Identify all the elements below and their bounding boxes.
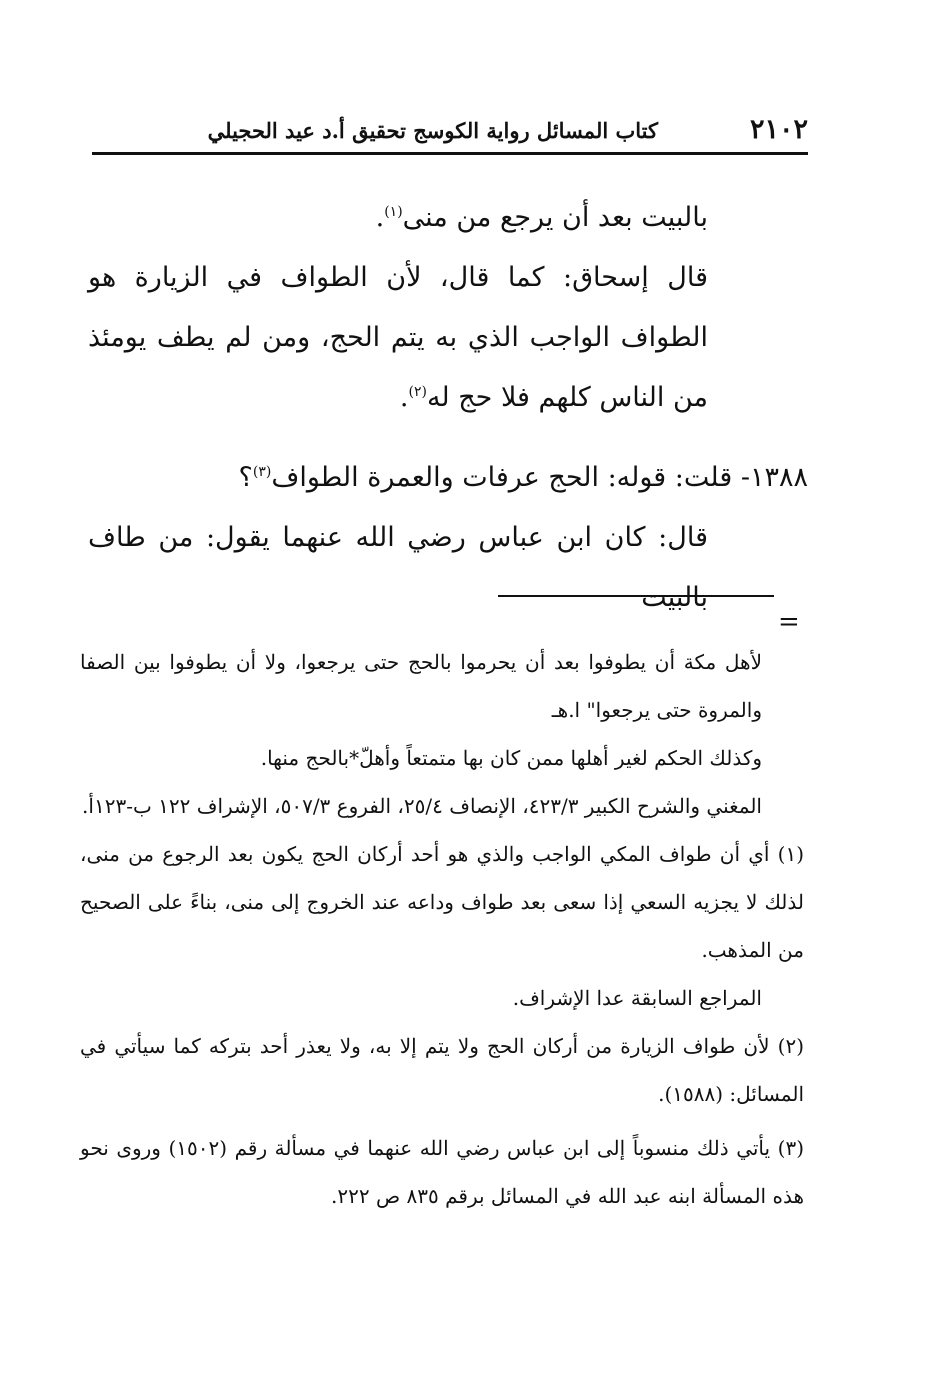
main-text bbox=[88, 188, 808, 628]
footnote-continuation-mark: = bbox=[778, 607, 800, 637]
page-header bbox=[92, 112, 808, 155]
footnote-separator bbox=[498, 595, 774, 597]
footnote-3-number: (٣) bbox=[777, 1136, 804, 1160]
paragraph-2-text: قال إسحاق: كما قال، لأن الطواف في الزيارة هو الطواف الواجب الذي به يتم الحج، ومن لم يطف يومئذ من الناس كلهم فلا حج له bbox=[88, 262, 708, 413]
footnotes bbox=[80, 638, 805, 1220]
footnote-continued-2: وكذلك الحكم لغير أهلها ممن كان بها متمتعاً وأهلّ*بالحج منها. bbox=[260, 746, 762, 770]
footnote-3 bbox=[80, 1124, 804, 1220]
page-number: ٢١٠٢ bbox=[749, 114, 808, 145]
footnote-1-references: المراجع السابقة عدا الإشراف. bbox=[512, 986, 762, 1010]
paragraph-1-text: بالبيت بعد أن يرجع من منى bbox=[402, 202, 708, 233]
footnote-continued-1: لأهل مكة أن يطوفوا بعد أن يحرموا بالحج حتى يرجعوا، ولا أن يطوفوا بين الصفا والمروة حتى يرجعوا" ا.هـ bbox=[80, 650, 762, 722]
footnote-1-number: (١) bbox=[777, 842, 804, 866]
footnote-ref-3: (٣) bbox=[252, 464, 272, 480]
paragraph-2 bbox=[88, 248, 708, 428]
answer-paragraph: قال: كان ابن عباس رضي الله عنهما يقول: من طاف بالبيت bbox=[88, 522, 708, 613]
footnote-continued-3: المغني والشرح الكبير ٤٢٣/٣، الإنصاف ٢٥/٤، الفروع ٥٠٧/٣، الإشراف ١٢٢ ب-١٢٣أ. bbox=[82, 794, 762, 818]
footnote-1 bbox=[80, 830, 804, 974]
footnote-2 bbox=[80, 1022, 804, 1118]
footnote-ref-2: (٢) bbox=[408, 384, 427, 400]
question-text: قلت: قوله: الحج عرفات والعمرة الطواف bbox=[271, 462, 733, 493]
footnote-3-text: يأتي ذلك منسوباً إلى ابن عباس رضي الله عنهما في مسألة رقم (١٥٠٢) وروى نحو هذه المسألة ابنه عبد الله في المسائل برقم ٨٣٥ ص ٢٢٢. bbox=[80, 1136, 804, 1208]
paragraph-1-end: . bbox=[375, 202, 385, 233]
entry-number: ١٣٨٨- bbox=[740, 462, 808, 493]
paragraph-1 bbox=[88, 188, 708, 248]
question-entry bbox=[88, 448, 808, 508]
question-end: ؟ bbox=[238, 462, 253, 493]
paragraph-2-end: . bbox=[399, 382, 409, 413]
paragraph-gap bbox=[88, 428, 708, 448]
footnote-2-number: (٢) bbox=[777, 1034, 805, 1058]
running-title: كتاب المسائل رواية الكوسج تحقيق أ.د عيد الحجيلي bbox=[207, 118, 658, 143]
footnote-2-text: لأن طواف الزيارة من أركان الحج ولا يتم إلا به، ولا يعذر أحد بتركه كما سيأتي في المسائل: (١٥٨٨). bbox=[80, 1034, 804, 1106]
footnote-1-text: أي أن طواف المكي الواجب والذي هو أحد أركان الحج يكون بعد الرجوع من منى، لذلك لا يجزيه السعي إذا سعى بعد طواف وداعه عند الخروج إلى منى، بناءً على الصحيح من المذهب. bbox=[80, 842, 804, 962]
footnote-ref-1: (١) bbox=[384, 204, 403, 220]
